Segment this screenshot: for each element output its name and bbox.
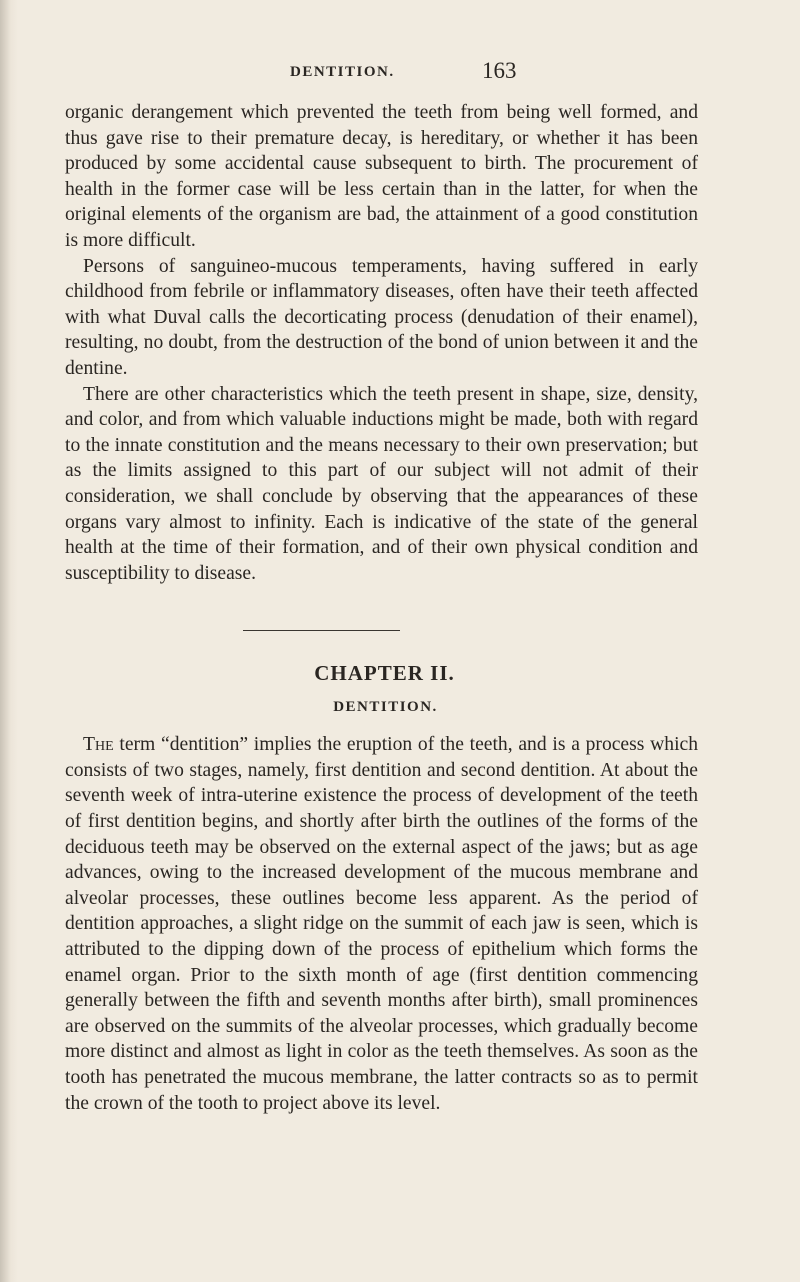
page-body: [65, 100, 698, 1116]
chapter-subtitle: DENTITION.: [333, 699, 438, 716]
paragraph-2: Persons of sanguineo-mucous temperaments, having suffered in early childhood from febrile or inflammatory diseases, often have their teeth affected with what Duval calls the decorticating process (denudation of their enamel), resulting, no doubt, from the destruction of the bond of union between it and the dentine.: [65, 255, 698, 379]
paragraph-3: There are other characteristics which the teeth present in shape, size, density, and color, and from which valuable inductions might be made, both with regard to the innate constitution and the means necessary to their own preservation; but as the limits assigned to this part of our subject will not admit of their consideration, we shall conclude by observing that the appearances of these organs vary almost to infinity. Each is indicative of the state of the general health at the time of their formation, and of their own physical condition and susceptibility to disease.: [65, 383, 698, 584]
paragraph-4-text: term “dentition” implies the eruption of the teeth, and is a process which consists of two stages, namely, first dentition and second dentition. At about the seventh week of intra-uterine existence the process of development of the teeth of first dentition begins, and shortly after birth the outlines of the forms of the deciduous teeth may be observed on the external aspect of the jaws; but as age advances, owing to the increased development of the mucous membrane and alveolar processes, these outlines become less apparent. As the period of dentition approaches, a slight ridge on the summit of each jaw is seen, which is attributed to the dipping down of the process of epithelium which forms the enamel organ. Prior to the sixth month of age (first dentition commencing generally between the fifth and seventh months after birth), small prominences are observed on the summits of the alveolar processes, which gradually become more distinct and almost as light in color as the teeth themselves. As soon as the tooth has penetrated the mucous membrane, the latter contracts so as to permit the crown of the tooth to project above its level.: [65, 734, 698, 1114]
running-head: [0, 58, 800, 88]
paragraph-1: organic derangement which prevented the teeth from being well formed, and thus gave rise to their premature decay, is hereditary, or whether it has been produced by some accidental cause subsequent to birth. The procurement of health in the former case will be less certain than in the latter, for when the original elements of the organism are bad, the attainment of a good constitution is more difficult.: [65, 102, 698, 251]
paragraph-4: [65, 732, 698, 1116]
paragraph-lead-word: The: [83, 734, 114, 756]
page-edge-shadow: [0, 0, 18, 1282]
separator-rule: [243, 630, 400, 631]
page-number: 163: [482, 58, 517, 83]
running-title: DENTITION.: [290, 64, 395, 80]
chapter-title: CHAPTER II.: [314, 661, 455, 686]
section-separator: [65, 586, 698, 654]
